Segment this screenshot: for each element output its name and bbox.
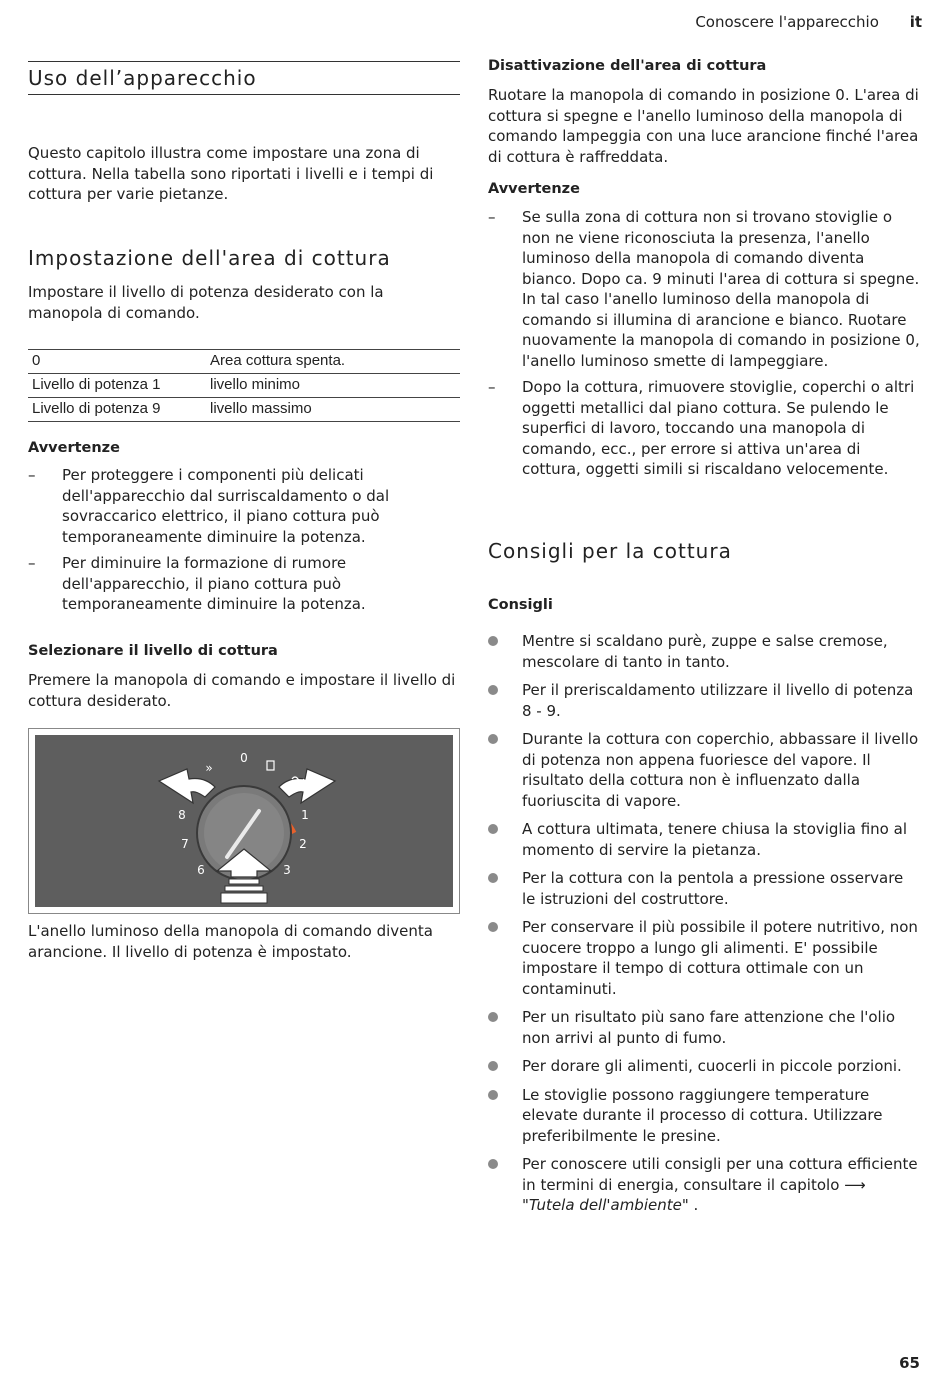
header-language: it	[909, 13, 922, 31]
boost-symbol: »	[205, 761, 213, 775]
dial-label-2: 2	[299, 837, 307, 851]
table-cell: livello minimo	[206, 374, 460, 398]
setting-paragraph: Impostare il livello di potenza desiderato con la manopola di comando.	[28, 283, 384, 322]
dial-label-1: 1	[301, 808, 309, 822]
note-text: In tal caso l'anello luminoso della manopola di comando si illumina di arancione e bianco. Ruotare nuovamente la manopola di comando in posizione 0, l'anello luminoso smette di lampeggiare.	[522, 290, 920, 370]
dial-label-7: 7	[181, 837, 189, 851]
running-header	[695, 12, 922, 33]
list-item: Per la cottura con la pentola a pressione osservare le istruzioni del costruttore.	[488, 868, 920, 909]
chapter-title: Uso dell’apparecchio	[28, 61, 460, 95]
list-item: Per dorare gli alimenti, cuocerli in piccole porzioni.	[488, 1056, 920, 1077]
note-text: Se sulla zona di cottura non si trovano stoviglie o non ne viene riconosciuta la presenza, l'anello luminoso della manopola di comando diventa bianco. Dopo ca. 9 minuti l'area di cottura si spegne.	[522, 208, 920, 288]
list-item: A cottura ultimata, tenere chiusa la stoviglia fino al momento di servire la pietanza.	[488, 819, 920, 860]
list-item: – Per proteggere i componenti più delicati dell'apparecchio dal surriscaldamento o dal sovraccarico elettrico, il piano cottura può temporaneamente diminuire la potenza.	[28, 465, 460, 547]
table-cell: Livello di potenza 1	[28, 374, 206, 398]
levels-table	[28, 349, 460, 422]
setting-heading: Impostazione dell'area di cottura	[28, 246, 391, 270]
select-paragraph: Premere la manopola di comando e impostare il livello di cottura desiderato.	[28, 671, 456, 710]
right-notes-list	[488, 207, 920, 480]
dial-label-9: 9	[188, 778, 196, 792]
cross-reference-link[interactable]: "Tutela dell'ambiente"	[522, 1196, 689, 1214]
list-item: Per conservare il più possibile il potere nutritivo, non cuocere troppo a lungo gli alimenti. E' possibile impostare il tempo di cottura ottimale con un contaminuti.	[488, 917, 920, 999]
table-row	[28, 398, 460, 422]
select-heading: Selezionare il livello di cottura	[28, 643, 278, 659]
tips-list	[488, 631, 920, 1216]
tip-end: .	[693, 1196, 699, 1214]
page-number: 65	[899, 1354, 920, 1372]
press-arrow-bar	[221, 893, 267, 903]
list-item: Per il preriscaldamento utilizzare il livello di potenza 8 - 9.	[488, 680, 920, 721]
list-item	[488, 1154, 920, 1216]
notes-heading: Avvertenze	[28, 440, 120, 456]
table-row	[28, 374, 460, 398]
header-section-title: Conoscere l'apparecchio	[695, 13, 879, 31]
dial-label-6: 6	[197, 863, 205, 877]
table-cell: livello massimo	[206, 398, 460, 422]
arrow-right-icon: ⟶	[844, 1175, 866, 1194]
tips-subheading: Consigli	[488, 597, 553, 613]
list-item: Mentre si scaldano purè, zuppe e salse cremose, mescolare di tanto in tanto.	[488, 631, 920, 672]
right-notes-heading: Avvertenze	[488, 181, 580, 197]
list-item	[488, 207, 920, 371]
off-heading: Disattivazione dell'area di cottura	[488, 58, 767, 74]
dial-label-8: 8	[178, 808, 186, 822]
levels-table-wrap	[28, 349, 460, 422]
table-cell: Livello di potenza 9	[28, 398, 206, 422]
control-knob-figure	[28, 728, 460, 914]
list-item: Le stoviglie possono raggiungere temperature elevate durante il processo di cottura. Utilizzare preferibilmente le presine.	[488, 1085, 920, 1147]
table-row	[28, 350, 460, 374]
press-arrow-bar	[225, 886, 263, 891]
intro-paragraph: Questo capitolo illustra come impostare una zona di cottura. Nella tabella sono riportati i livelli e i tempi di cottura per varie pietanze.	[28, 144, 434, 203]
tip-text: Per conoscere utili consigli per una cottura efficiente in termini di energia, consultare il capitolo	[522, 1155, 918, 1194]
press-arrow-bar	[229, 879, 259, 884]
table-cell: Area cottura spenta.	[206, 350, 460, 374]
dial-label-0: 0	[240, 751, 248, 765]
dial-label-3: 3	[283, 863, 291, 877]
list-item: – Dopo la cottura, rimuovere stoviglie, coperchi o altri oggetti metallici dal piano cottura. Se pulendo le superfici di lavoro, toccando una manopola di comando, ecc., per errore si attiva un'area di cottura, oggetti simili si riscaldano velocemente.	[488, 377, 920, 480]
list-item: Durante la cottura con coperchio, abbassare il livello di potenza non appena fuoriesce del vapore. Il risultato della cottura non è influenzato dalla fuoriuscita di vapore.	[488, 729, 920, 811]
after-figure-paragraph: L'anello luminoso della manopola di comando diventa arancione. Il livello di potenza è impostato.	[28, 922, 433, 961]
knob-illustration	[29, 729, 459, 913]
tips-heading: Consigli per la cottura	[488, 539, 732, 563]
list-item: – Per diminuire la formazione di rumore dell'apparecchio, il piano cottura può temporaneamente diminuire la potenza.	[28, 553, 460, 615]
notes-list	[28, 465, 460, 615]
table-cell: 0	[28, 350, 206, 374]
list-item: Per un risultato più sano fare attenzione che l'olio non arrivi al punto di fumo.	[488, 1007, 920, 1048]
off-paragraph: Ruotare la manopola di comando in posizione 0. L'area di cottura si spegne e l'anello luminoso della manopola di comando lampeggia con una luce arancione finché l'area di cottura è raffreddata.	[488, 86, 919, 166]
